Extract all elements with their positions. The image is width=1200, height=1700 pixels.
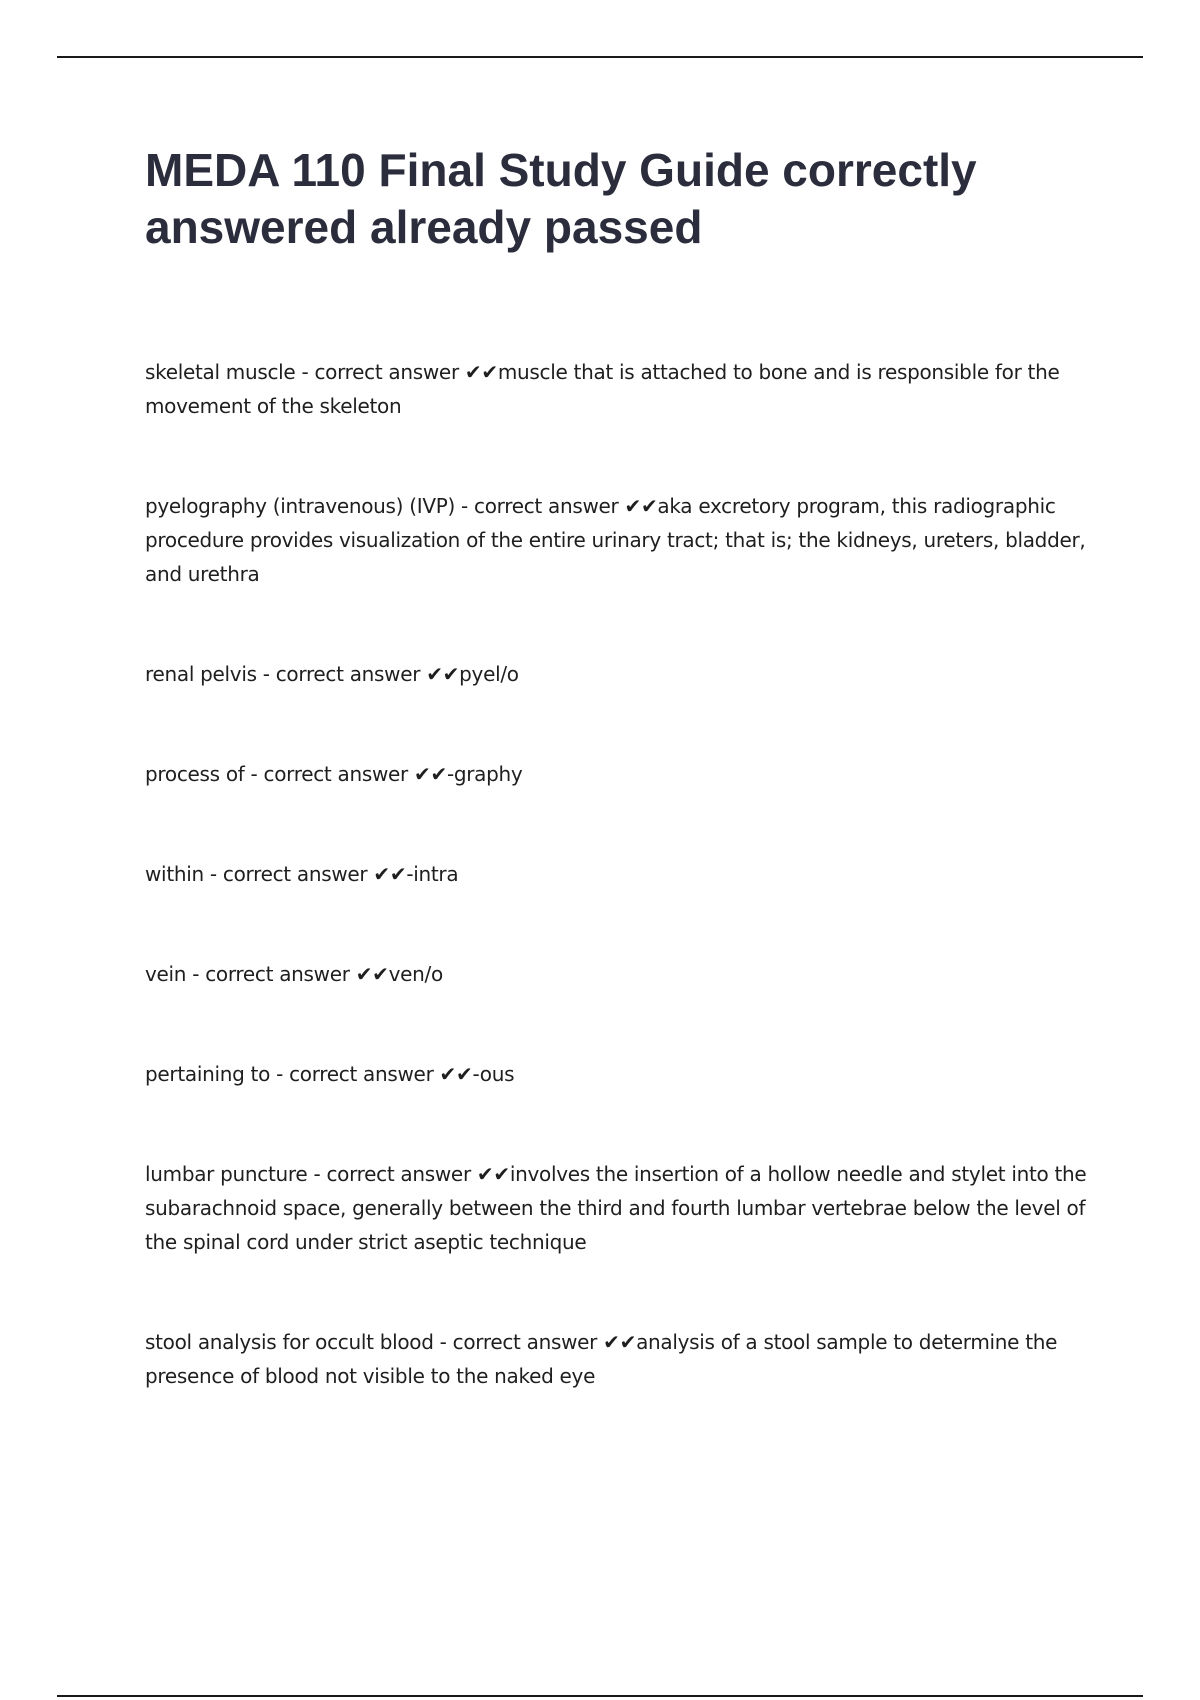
flashcard-entry xyxy=(145,489,1095,591)
flashcard-entry xyxy=(145,1325,1095,1393)
entry-answer: involves the insertion of a hollow needle and stylet into the subarachnoid space, generally between the third and fourth lumbar vertebrae below the level of the spinal cord under strict aseptic technique xyxy=(145,1162,1087,1254)
entry-term: pyelography (intravenous) (IVP) xyxy=(145,494,455,518)
entry-answer: -graphy xyxy=(446,762,523,786)
checkmark-icon: ✔✔ xyxy=(439,1062,473,1086)
entry-answer: -intra xyxy=(406,862,459,886)
checkmark-icon: ✔✔ xyxy=(476,1162,510,1186)
entry-term: lumbar puncture xyxy=(145,1162,308,1186)
entry-term: stool analysis for occult blood xyxy=(145,1330,434,1354)
entry-separator: - correct answer xyxy=(186,962,356,986)
flashcard-entry xyxy=(145,757,1095,791)
entry-separator: - correct answer xyxy=(295,360,465,384)
entry-answer: analysis of a stool sample to determine the presence of blood not visible to the naked eye xyxy=(145,1330,1058,1388)
flashcard-entry xyxy=(145,857,1095,891)
entry-separator: - correct answer xyxy=(244,762,415,786)
checkmark-icon: ✔✔ xyxy=(414,762,447,786)
entry-term: pertaining to xyxy=(145,1062,271,1086)
entry-separator: - correct answer xyxy=(270,1062,440,1086)
bottom-rule xyxy=(57,1695,1143,1697)
checkmark-icon: ✔✔ xyxy=(355,962,389,986)
entry-term: vein xyxy=(145,962,187,986)
flashcard-list xyxy=(145,355,1095,1459)
checkmark-icon: ✔✔ xyxy=(373,862,407,886)
checkmark-icon: ✔✔ xyxy=(426,662,460,686)
checkmark-icon: ✔✔ xyxy=(603,1330,637,1354)
entry-term: skeletal muscle xyxy=(145,360,296,384)
entry-separator: - correct answer xyxy=(454,494,625,518)
document-title: MEDA 110 Final Study Guide correctly answered already passed xyxy=(145,144,977,253)
entry-separator: - correct answer xyxy=(203,862,374,886)
flashcard-entry xyxy=(145,657,1095,691)
entry-answer: -ous xyxy=(472,1062,515,1086)
flashcard-entry xyxy=(145,355,1095,423)
entry-term: process of xyxy=(145,762,245,786)
entry-answer: pyel/o xyxy=(459,662,519,686)
flashcard-entry xyxy=(145,1057,1095,1091)
top-rule xyxy=(57,56,1143,58)
entry-term: within xyxy=(145,862,204,886)
entry-term: renal pelvis xyxy=(145,662,257,686)
entry-answer: ven/o xyxy=(388,962,443,986)
checkmark-icon: ✔✔ xyxy=(464,360,498,384)
entry-separator: - correct answer xyxy=(433,1330,604,1354)
entry-answer: aka excretory program, this radiographic procedure provides visualization of the entire urinary tract; that is; the kidneys, ureters, bladder, and urethra xyxy=(145,494,1086,586)
checkmark-icon: ✔✔ xyxy=(624,494,658,518)
entry-separator: - correct answer xyxy=(256,662,427,686)
entry-answer: muscle that is attached to bone and is responsible for the movement of the skeleton xyxy=(145,360,1060,418)
flashcard-entry xyxy=(145,957,1095,991)
flashcard-entry xyxy=(145,1157,1095,1259)
entry-separator: - correct answer xyxy=(307,1162,477,1186)
